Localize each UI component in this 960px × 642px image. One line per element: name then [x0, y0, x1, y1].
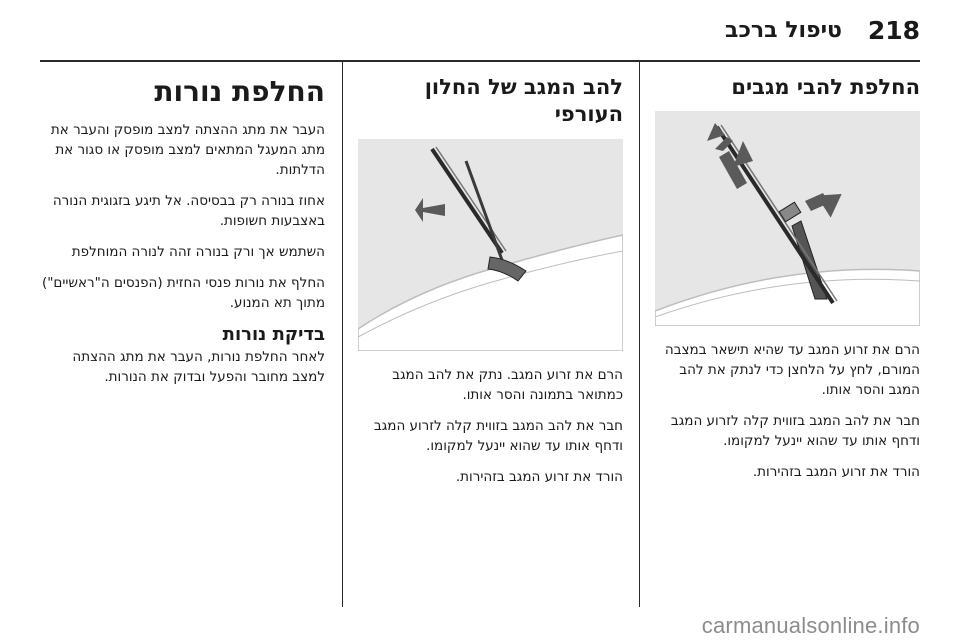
column-title: להב המגב של החלון העורפי — [424, 75, 623, 127]
watermark: carmanualsonline.info — [701, 613, 920, 638]
windshield-wiper-blade-removal-illustration — [655, 111, 920, 326]
instruction-paragraph: לאחר החלפת נורות, העבר את מתג ההצתה למצב מחובר והפעל ובדוק את הנורות. — [72, 349, 325, 386]
column-divider — [342, 62, 343, 607]
instruction-paragraph: הורד את זרוע המגב בזהירות. — [455, 468, 623, 485]
rear-wiper-figure — [358, 139, 623, 351]
rear-window-wiper-blade-illustration — [358, 139, 623, 351]
subheading-bulb-check: בדיקת נורות — [222, 324, 325, 346]
section-title: טיפול ברכב — [725, 18, 842, 43]
column-rear-wiper — [358, 62, 623, 498]
instruction-paragraph: העבר את מתג ההצתה למצב מופסק והעבר את מתג המעגל המתאים למצב מופסק או סגור את הדלתות. — [50, 122, 325, 179]
column-bulb-replacement — [40, 62, 325, 398]
page-number: 218 — [867, 16, 920, 45]
column-title: החלפת נורות — [154, 75, 325, 108]
instruction-paragraph: חבר את להב המגב בזווית קלה לזרוע המגב ודחף אותו עד שהוא יינעל למקומו. — [670, 413, 920, 450]
column-divider — [639, 62, 640, 607]
instruction-paragraph: חבר את להב המגב בזווית קלה לזרוע המגב ודחף אותו עד שהוא יינעל למקומו. — [373, 417, 623, 454]
instruction-paragraph: אחוז בנורה רק בבסיסה. אל תיגע בזגוגית הנורה באצבעות חשופות. — [52, 193, 325, 230]
instruction-paragraph: השתמש אך ורק בנורה זהה לנורה המוחלפת — [71, 244, 325, 261]
page-header — [0, 0, 960, 60]
wiper-blade-figure — [655, 111, 920, 326]
instruction-paragraph: הרם את זרוע המגב עד שהיא תישאר במצבה המורם, לחץ על הלחצן כדי לנתק את להב המגב והסר אותו. — [664, 342, 920, 399]
column-title: החלפת להבי מגבים — [731, 75, 920, 99]
instruction-paragraph: החלף את נורות פנסי החזית (הפנסים ה"ראשיים") מתוך תא המנוע. — [41, 275, 325, 312]
column-wiper-blade — [655, 62, 920, 493]
instruction-paragraph: הורד את זרוע המגב בזהירות. — [752, 464, 920, 481]
instruction-paragraph: הרם את זרוע המגב. נתק את להב המגב כמתואר בתמונה והסר אותו. — [392, 366, 623, 403]
